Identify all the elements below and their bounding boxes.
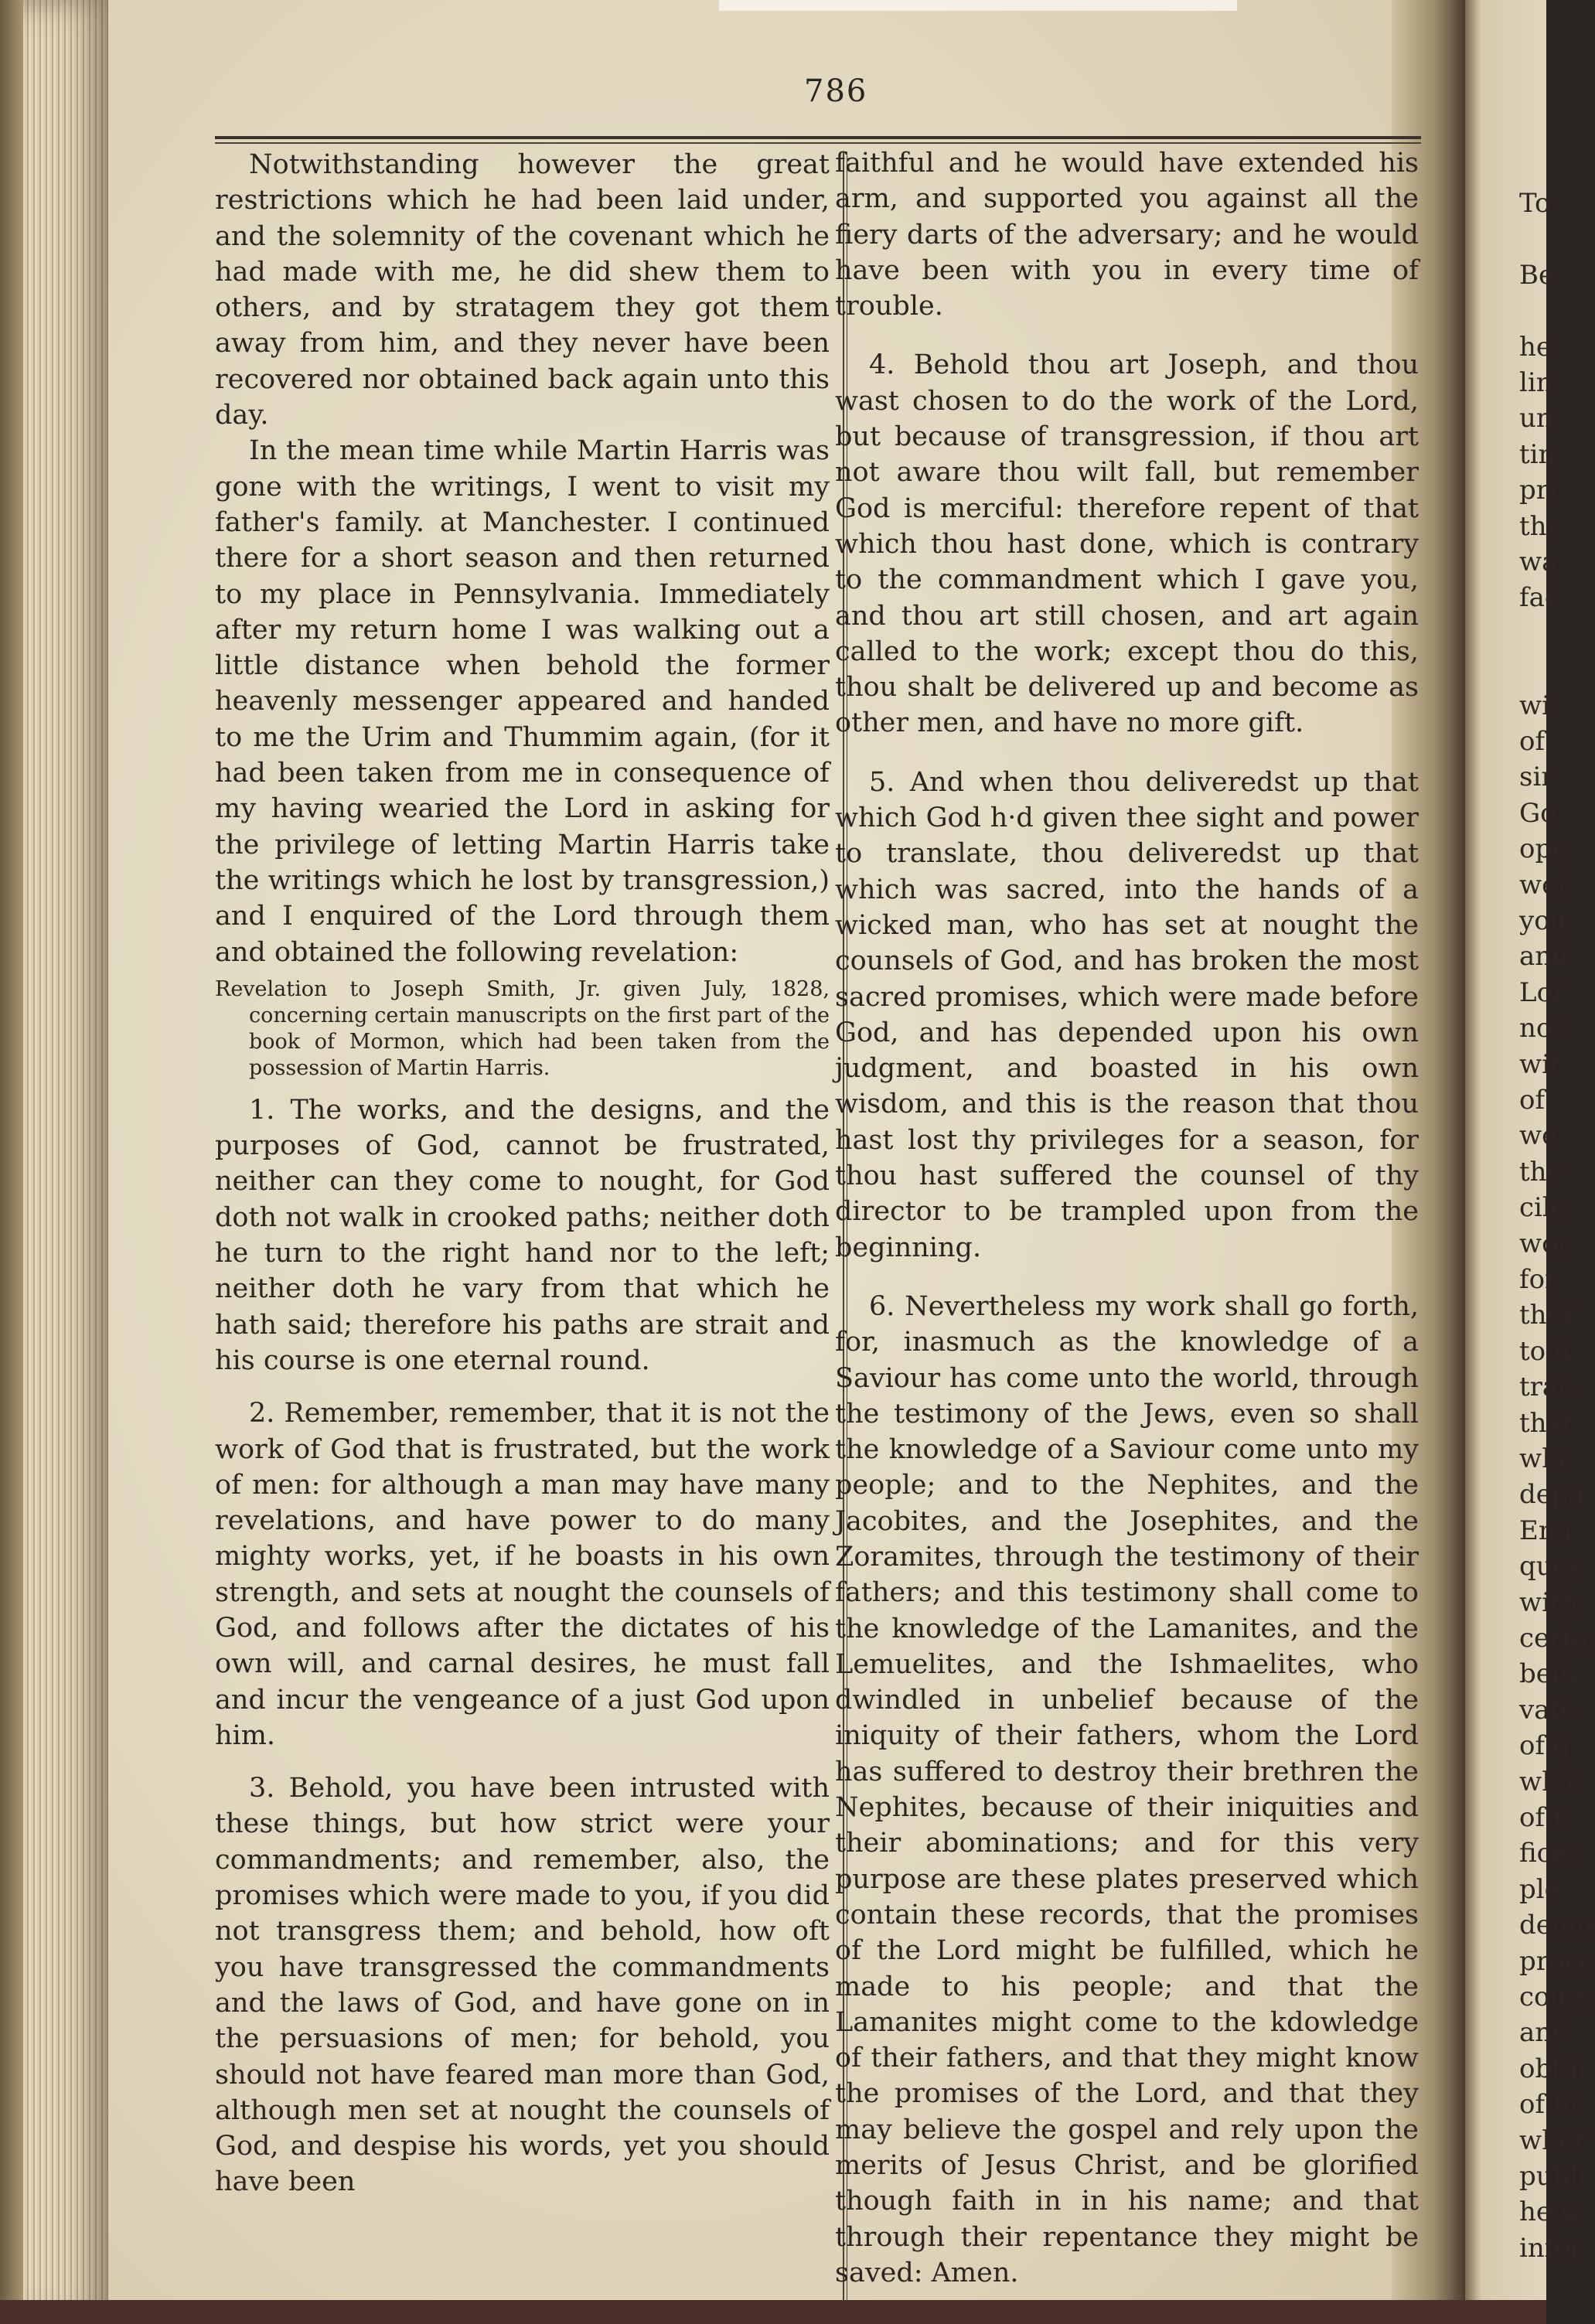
facing-page-fragment: ther [1519,1300,1575,1331]
facing-page-fragment: wit [1519,1048,1561,1080]
facing-page-fragment: cours [1519,1982,1593,2012]
facing-page-fragment: lin [1519,367,1553,398]
left-column [215,147,830,2200]
page-number: 786 [804,73,868,109]
facing-page-fragment: ope [1519,833,1568,865]
facing-page-fragment: the [1519,1156,1563,1188]
facing-page-fragment: of t [1519,1802,1564,1833]
facing-page-fragment: fices [1519,1838,1581,1869]
revelation-heading: Revelation to Joseph Smith, Jr. given July, 1828, concerning certain manuscripts on the first part of the book of Mormon, which had been taken from the possession of Martin Harris. [215,976,830,1080]
facing-page-fragment: tran [1519,1372,1576,1403]
facing-page-fragment: wei [1519,869,1566,901]
facing-page-fragment: obtai [1519,2053,1587,2084]
facing-page-fragment: fac [1519,582,1559,614]
facing-page-fragment: demu [1519,1910,1594,1941]
facing-page-fragment: and [1519,941,1569,973]
verse: 5. And when thou deliveredst up that which God h·d given thee sight and power to translate, thou deliveredst up that which was sacred, into the hands of a wicked man, who has set at nought the counsels of God, and has broken the most sacred promises, which were made before God, and has depended upon his own judgment, and boasted in his own wisdom, and this is the reason that thou hast lost thy privileges for a season, for thou hast suffered the counsel of thy director to be trampled upon from the beginning. [835,766,1419,1263]
facing-page-fragment: of hi [1519,2089,1579,2121]
facing-page-fragment: sir [1519,762,1554,793]
facing-page-fragment: he w [1519,2196,1583,2228]
facing-page-fragment: wi [1519,690,1550,721]
facing-page-fragment: Lor [1519,976,1566,1008]
facing-page-fragment: infor [1519,2232,1583,2264]
verse: 6. Nevertheless my work shall go forth, for, inasmuch as the knowledge of a Saviour has come unto the world, through the testimony of the Jews, even so shall the knowledge of a Saviour come unto my people; and to the Nephites, and the Jacobites, and the Josephites, and the Zoramites, through the testimony of their fathers; and this testimony shall come to the knowledge of the Lamanites, and the Lemuelites, and the Ishmaelites, who dwindled in unbelief because of the iniquity of their fathers, whom the Lord has suffered to destroy their brethren the Nephites, because of their iniquities and their abominations; and for this very purpose are these plates preserved which contain these records, that the promises of the Lord might be fulfilled, which he made to his people; and that the Lamanites might come to the kdowledge of their fathers, and that they might know the promises of the Lord, and that they may believe the gospel and rely upon the merits of Jesus Christ, and be glorified though faith in in his name; and that through their repentance they might be saved: Amen. [835,1290,1419,2288]
facing-page-fragment: you [1519,905,1567,936]
facing-page-fragment: publi [1519,2161,1587,2192]
verse: 2. Remember, remember, that it is not the work of God that is frustrated, but the work of men: for although a man may have many revelations, and have power to do many mighty works, yet, if he boasts in his own strength, and sets at nought the counsels of God, and follows after the dictates of his own will, and carnal desires, he must fall and incur the vengeance of a just God upon him. [215,1398,830,1751]
facing-page-fragment: with [1519,1586,1578,1618]
facing-page-fragment: cile [1519,1192,1566,1224]
verse: 4. Behold thou art Joseph, and thou wast chosen to do the work of the Lord, but because of transgression, if thou art not aware thou wilt fall, but remember God is merciful: therefore repent of that which thou hast done, which is contrary to the commandment which I gave you, and thou art still chosen, and art again called to the work; except thou do this, thou shalt be delivered up and become as other men, and have no more gift. [835,349,1419,739]
facing-page-fragment: we [1519,1120,1558,1152]
scan-top-strip [719,0,1237,11]
left-page-edges [0,0,116,2324]
scan-bottom-band [0,2300,1546,2324]
facing-page-fragment: that [1519,1407,1573,1439]
facing-page-fragment: thi [1519,510,1556,542]
facing-page-fragment: depa [1519,1479,1584,1511]
right-column [835,145,1419,2291]
header-rule [215,136,1421,139]
facing-page-fragment: any [1519,2017,1567,2049]
facing-page-fragment: of q [1519,1730,1570,1762]
facing-page-fragment: bein [1519,1658,1577,1690]
facing-page-fragment: whe [1519,1443,1575,1474]
facing-page-fragment: To [1519,188,1551,219]
facing-page-fragment: wor [1519,1228,1570,1259]
facing-page-fragment: whic [1519,1766,1582,1798]
facing-page-fragment: Eng [1519,1515,1573,1546]
facing-page-fragment: Go [1519,797,1556,829]
header-rule-thin [215,142,1421,144]
facing-page-fragment: tin [1519,438,1556,470]
facing-page-fragment: for [1519,1264,1558,1295]
facing-page-fragment: of [1519,1085,1546,1116]
paragraph: In the mean time while Martin Harris was gone with the writings, I went to visit my father's family. at Manchester. I continued there for a short season and then returned to my place in Pennsylvania. Immediately after my return home I was walking out a little distance when behold the former heavenly messenger appeared and handed to me the Urim and Thummim again, (for it had been taken from me in consequence of my having wearied the Lord in asking for the privilege of letting Martin Harris take the writings which he lost by transgression,) and I enquired of the Lord through them and obtained the following revelation: [215,435,830,968]
facing-page-fragment: nov [1519,1013,1567,1044]
facing-page-fragment: Be [1519,259,1555,291]
facing-page-fragment: certa [1519,1623,1589,1654]
verse-continued: faithful and he would have extended his arm, and supported you against all the fiery darts of the adversary; and he would have been with you in every time of trouble. [835,148,1419,322]
facing-page-fragment: he [1519,331,1552,363]
facing-page-fragment: proce [1519,1945,1595,1977]
facing-page-fragment: to u [1519,1335,1571,1367]
paragraph: Notwithstanding however the great restrictions which he had been laid under, and the solemnity of the covenant which he had made with me, he did shew them to others, and by stratagem they got them away from him, and they never have been recovered nor obtained back again unto this day. [215,149,830,431]
facing-page-fragment: wher [1519,2125,1587,2156]
facing-page-fragment: of [1519,726,1546,757]
facing-page-fragment: ques [1519,1551,1583,1583]
facing-page-fragment: pri [1519,475,1557,506]
facing-page-fragment: ple [1519,1873,1560,1905]
verse: 3. Behold, you have been intrusted with these things, but how strict were your commandments; and remember, also, the promises which were made to you, if you did not transgress them; and behold, how oft you have transgressed the commandments and the laws of God, and have gone on in the persuasions of men; for behold, you should not have feared man more than God, although men set at nought the counsels of God, and despise his words, yet you should have been [215,1773,830,2198]
facing-page-fragment: vate [1519,1694,1576,1726]
facing-page-fragment: wa [1519,547,1558,578]
verse: 1. The works, and the designs, and the purposes of God, cannot be frustrated, neither can they come to nought, for God doth not walk in crooked paths; neither doth he turn to the right hand nor to the left; neither doth he vary from that which he hath said; therefore his paths are strait and his course is one eternal round. [215,1094,830,1376]
facing-page-fragment: un [1519,403,1553,434]
